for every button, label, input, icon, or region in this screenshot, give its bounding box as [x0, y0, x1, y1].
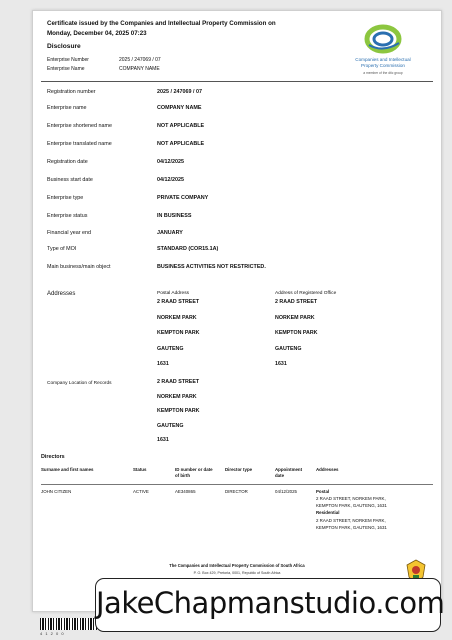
detail-value: 2025 / 247069 / 07 — [157, 89, 202, 95]
detail-label: Enterprise shortened name — [47, 123, 113, 129]
barcode-number: 4 1 2 0 0 — [40, 631, 65, 636]
detail-label: Enterprise type — [47, 195, 84, 201]
detail-label: Financial year end — [47, 230, 92, 236]
director-residential-line2: KEMPTON PARK, GAUTENG, 1631 — [316, 525, 387, 530]
director-appointment-date: 04/12/2025 — [275, 489, 297, 494]
director-name: JOHN CITIZEN — [41, 489, 72, 494]
column-header-type: Director type — [225, 467, 253, 472]
address-line: 1631 — [157, 437, 169, 443]
detail-value: PRIVATE COMPANY — [157, 195, 209, 201]
footer-organisation: The Companies and Intellectual Property Commission of South Africa — [169, 563, 305, 568]
detail-value: BUSINESS ACTIVITIES NOT RESTRICTED. — [157, 264, 266, 270]
detail-value: NOT APPLICABLE — [157, 141, 205, 147]
enterprise-name-label: Enterprise Name — [47, 66, 85, 72]
postal-address-heading: Postal Address — [157, 291, 189, 296]
address-line: NORKEM PARK — [275, 314, 315, 321]
director-id: AE340865 — [175, 489, 196, 494]
detail-label: Enterprise translated name — [47, 141, 112, 147]
watermark-banner — [95, 578, 445, 632]
director-type: DIRECTOR — [225, 489, 248, 494]
director-residential-line1: 2 RAAD STREET, NORKEM PARK, — [316, 518, 386, 523]
column-header-status: Status — [133, 467, 147, 472]
addresses-label: Addresses — [47, 291, 76, 297]
detail-value: JANUARY — [157, 230, 183, 236]
detail-label: Main business/main object — [47, 264, 111, 270]
director-postal-line1: 2 RAAD STREET, NORKEM PARK, — [316, 496, 386, 501]
detail-value: 04/12/2025 — [157, 177, 184, 183]
address-line: GAUTENG — [157, 345, 184, 352]
enterprise-name-value: COMPANY NAME — [119, 66, 160, 72]
cipc-logo-icon — [333, 23, 433, 57]
directors-heading: Directors — [41, 454, 65, 460]
detail-label: Type of MOI — [47, 246, 77, 252]
detail-label: Registration number — [47, 89, 96, 95]
column-header-id: ID number or date of birth — [175, 467, 213, 478]
director-postal-line2: KEMPTON PARK, GAUTENG, 1631 — [316, 503, 387, 508]
column-header-appointment: Appointment date — [275, 467, 303, 478]
address-line: NORKEM PARK — [157, 393, 197, 400]
detail-value: COMPANY NAME — [157, 105, 202, 111]
watermark-text: JakeChapmanstudio.com — [96, 586, 445, 620]
address-line: 1631 — [157, 361, 169, 367]
registered-address-heading: Address of Registered Office — [275, 291, 337, 296]
address-line: KEMPTON PARK — [157, 408, 200, 414]
column-header-addresses: Addresses — [316, 467, 339, 472]
address-line: KEMPTON PARK — [275, 330, 318, 336]
logo-name-line1: Companies and Intellectual — [355, 57, 411, 62]
detail-label: Business start date — [47, 177, 93, 183]
director-status: ACTIVE — [133, 489, 149, 494]
table-header-divider — [41, 484, 433, 485]
address-line: 1631 — [275, 361, 287, 367]
detail-label: Enterprise status — [47, 213, 88, 219]
logo-name-line2: Property Commission — [361, 63, 405, 68]
detail-value: STANDARD (COR15.1A) — [157, 246, 219, 252]
detail-value: NOT APPLICABLE — [157, 123, 205, 129]
address-line: KEMPTON PARK — [157, 330, 200, 336]
certificate-title: Certificate issued by the Companies and Intellectual Property Commission on — [47, 20, 276, 27]
enterprise-number-value: 2025 / 247069 / 07 — [119, 57, 161, 63]
address-line: NORKEM PARK — [157, 314, 197, 321]
address-line: GAUTENG — [157, 422, 184, 429]
director-postal-label: Postal — [316, 489, 330, 494]
records-location-label: Company Location of Records — [47, 381, 112, 386]
detail-label: Registration date — [47, 159, 88, 165]
address-line: GAUTENG — [275, 345, 302, 352]
detail-label: Enterprise name — [47, 105, 87, 111]
address-line: 2 RAAD STREET — [157, 299, 200, 305]
disclosure-heading: Disclosure — [47, 43, 81, 50]
certificate-date: Monday, December 04, 2025 07:23 — [47, 30, 147, 37]
barcode — [40, 618, 98, 630]
column-header-name: Surname and first names — [41, 467, 94, 472]
address-line: 2 RAAD STREET — [275, 299, 318, 305]
director-residential-label: Residential — [316, 510, 340, 515]
detail-value: 04/12/2025 — [157, 159, 184, 165]
cipc-logo — [333, 23, 433, 79]
enterprise-number-label: Enterprise Number — [47, 57, 89, 63]
certificate-page — [32, 10, 442, 612]
address-line: 2 RAAD STREET — [157, 379, 200, 385]
detail-value: IN BUSINESS — [157, 213, 192, 219]
logo-tagline: a member of the dtic group — [363, 71, 403, 75]
header-divider — [41, 81, 433, 82]
footer-address: P. O. Box 429, Pretoria, 0001, Republic of South Africa — [193, 571, 281, 575]
